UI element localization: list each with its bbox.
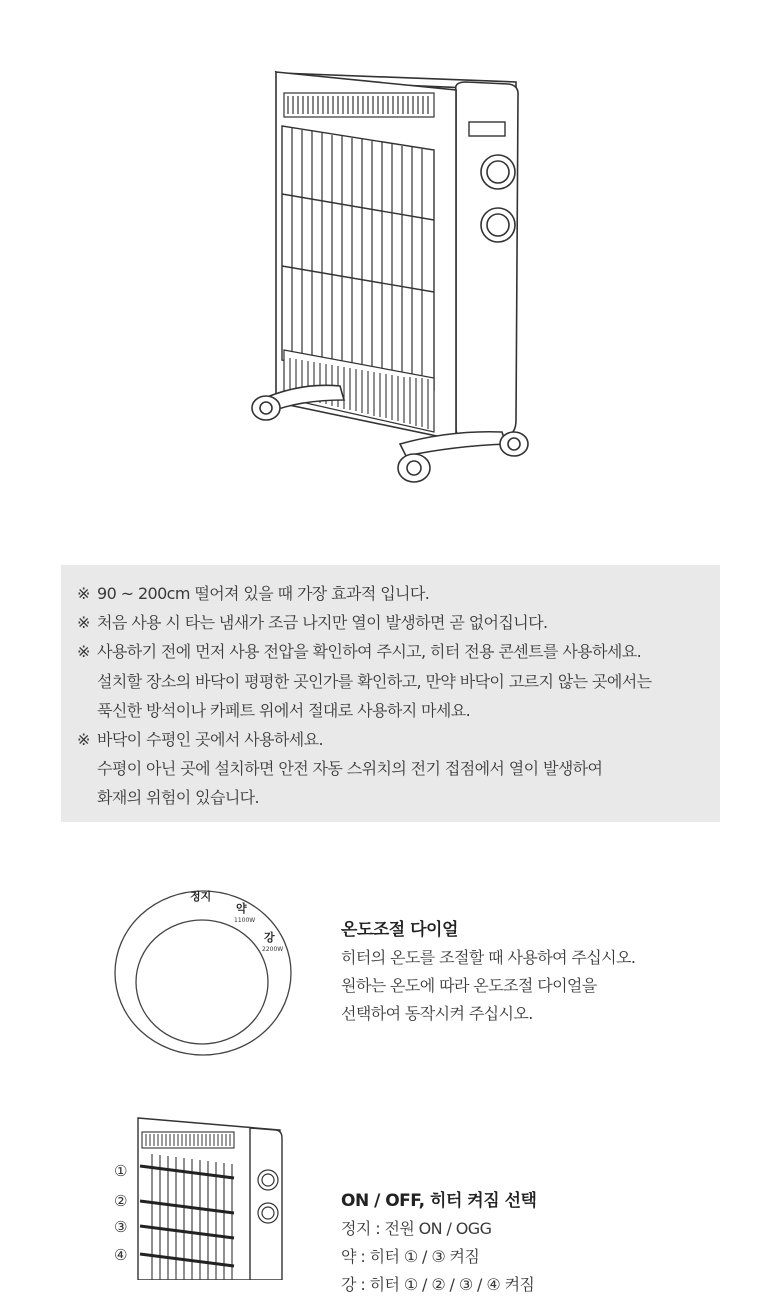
notice-box	[61, 565, 720, 822]
element-marker-3: ③	[114, 1218, 128, 1236]
notice-line	[77, 754, 720, 783]
notice-text: 처음 사용 시 타는 냄새가 조금 나지만 열이 발생하면 곧 없어집니다.	[97, 613, 548, 633]
notice-line	[77, 637, 720, 666]
dial-label-low: 약	[236, 902, 247, 915]
element-marker-2: ②	[114, 1192, 128, 1210]
notice-text: 사용하기 전에 먼저 사용 전압을 확인하여 주시고, 히터 전용 콘센트를 사용하세요.	[97, 642, 642, 662]
dial-description	[341, 916, 741, 1028]
dial-description-line: 히터의 온도를 조절할 때 사용하여 주십시오.	[341, 948, 636, 967]
switch-title: ON / OFF, 히터 켜짐 선택	[341, 1191, 537, 1211]
reference-mark: ※	[77, 730, 90, 750]
notice-line	[77, 579, 720, 608]
notice-text: 90 ~ 200cm 떨어져 있을 때 가장 효과적 입니다.	[97, 584, 430, 603]
notice-text: 화재의 위험이 있습니다.	[97, 788, 260, 808]
dial-description-line: 선택하여 동작시켜 주십시오.	[341, 1004, 533, 1023]
dial-title: 온도조절 다이얼	[341, 920, 458, 940]
element-marker-1: ①	[114, 1162, 128, 1180]
notice-text: 바닥이 수평인 곳에서 사용하세요.	[97, 730, 323, 750]
notice-line	[77, 725, 720, 754]
notice-line	[77, 783, 720, 812]
heater-illustration	[240, 60, 540, 500]
dial-label-low-watt: 1100W	[234, 917, 256, 924]
notice-line	[77, 608, 720, 637]
dial-label-stop: 정지	[190, 890, 212, 903]
dial-description-line: 원하는 온도에 따라 온도조절 다이얼을	[341, 976, 597, 995]
reference-mark: ※	[77, 642, 90, 662]
switch-description-line: 정지 : 전원 ON / OGG	[341, 1219, 492, 1238]
switch-description-line: 약 : 히터 ① / ③ 켜짐	[341, 1247, 480, 1266]
notice-line	[77, 667, 720, 696]
dial-label-high: 강	[264, 931, 275, 944]
notice-line	[77, 696, 720, 725]
notice-text: 수평이 아닌 곳에 설치하면 안전 자동 스위치의 전기 접점에서 열이 발생하여	[97, 759, 603, 779]
reference-mark: ※	[77, 613, 90, 633]
switch-description-line: 강 : 히터 ① / ② / ③ / ④ 켜짐	[341, 1275, 535, 1294]
notice-text: 푹신한 방석이나 카페트 위에서 절대로 사용하지 마세요.	[97, 700, 471, 720]
element-marker-4: ④	[114, 1246, 128, 1264]
dial-label-high-watt: 2200W	[262, 946, 284, 953]
switch-description	[341, 1187, 741, 1299]
reference-mark: ※	[77, 584, 90, 603]
temperature-dial-illustration	[110, 880, 300, 1060]
heater-element-illustration	[110, 1112, 290, 1280]
notice-text: 설치할 장소의 바닥이 평평한 곳인가를 확인하고, 만약 바닥이 고르지 않는 곳에서는	[97, 671, 652, 691]
